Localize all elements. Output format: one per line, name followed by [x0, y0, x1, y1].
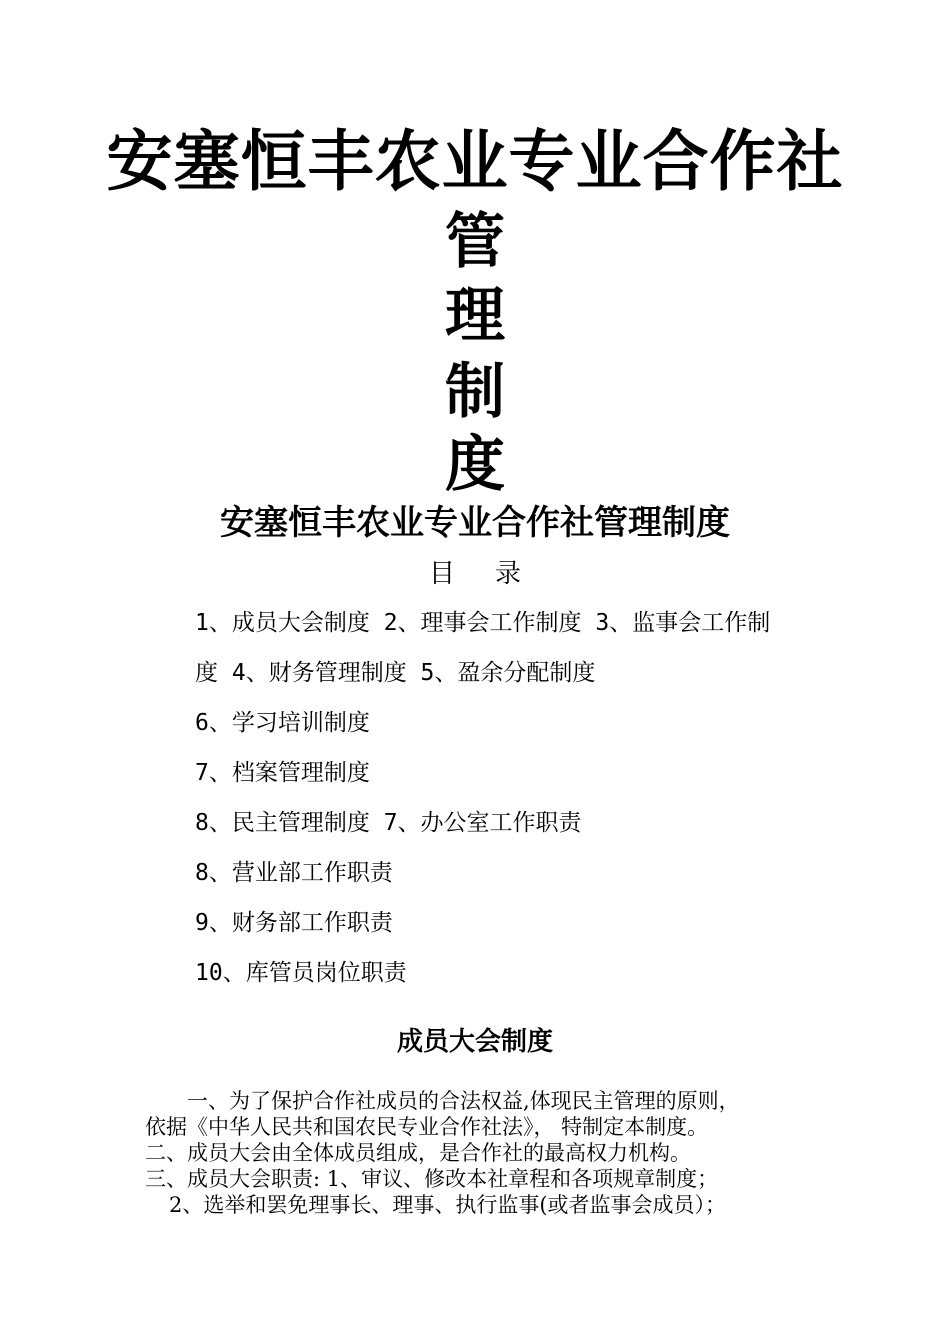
toc-item: 1、成员大会制度 2、理事会工作制度 3、监事会工作制	[195, 610, 771, 636]
toc-heading: 目录	[428, 559, 561, 589]
toc-item: 10、库管员岗位职责	[195, 960, 407, 986]
toc-item: 6、学习培训制度	[195, 710, 370, 736]
body-paragraph: 一、为了保护合作社成员的合法权益,体现民主管理的原则，	[187, 1089, 740, 1113]
table-of-contents	[195, 600, 815, 1000]
toc-item: 8、民主管理制度 7、办公室工作职责	[195, 810, 582, 836]
body-paragraph: 三、成员大会职责: 1、审议、修改本社章程和各项规章制度；	[145, 1167, 719, 1191]
toc-item: 9、财务部工作职责	[195, 910, 393, 936]
section-title: 成员大会制度	[396, 1027, 553, 1057]
cover-title: 安塞恒丰农业专业合作社	[106, 123, 844, 200]
toc-item: 度 4、财务管理制度 5、盈余分配制度	[195, 660, 596, 686]
body-paragraph: 依据《中华人民共和国农民专业合作社法》， 特制定本制度。	[145, 1115, 709, 1139]
toc-item: 8、营业部工作职责	[195, 860, 393, 886]
section-body	[145, 1088, 835, 1218]
toc-item: 7、档案管理制度	[195, 760, 370, 786]
body-paragraph: 二、成员大会由全体成员组成，是合作社的最高权力机构。	[145, 1141, 691, 1165]
document-subtitle: 安塞恒丰农业专业合作社管理制度	[220, 503, 730, 543]
body-paragraph: 2、选举和罢免理事长、理事、执行监事(或者监事会成员）；	[169, 1193, 727, 1217]
cover-title-char: 度	[445, 430, 505, 500]
cover-title-char: 管	[445, 207, 505, 277]
cover-title-char: 理	[445, 281, 505, 351]
cover-title-char: 制	[445, 357, 505, 427]
